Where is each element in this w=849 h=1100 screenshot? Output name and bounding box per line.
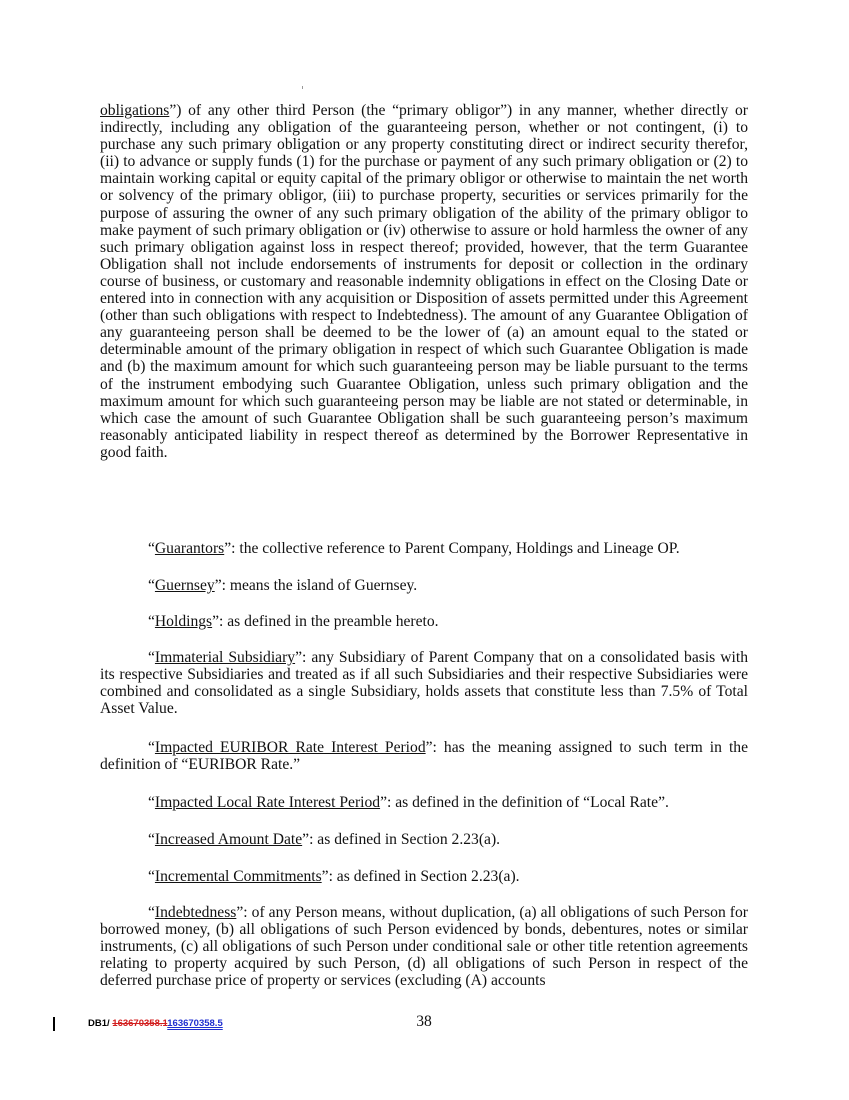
defined-term: Guarantors: [154, 540, 225, 557]
definition-text: ”: the collective reference to Parent Company, Holdings and Lineage OP.: [224, 540, 680, 557]
continuation-paragraph: [100, 102, 748, 478]
definition-holdings: [100, 613, 748, 630]
definition-incremental-commitments: [100, 868, 748, 885]
open-quote: “: [148, 613, 155, 630]
scan-mark: [302, 86, 303, 89]
defined-term: Holdings: [154, 613, 213, 630]
defined-term: Impacted EURIBOR Rate Interest Period: [154, 739, 426, 756]
definition-immaterial-subsidiary: [100, 649, 748, 717]
change-bar: [53, 1017, 55, 1031]
open-quote: “: [148, 739, 155, 756]
definition-guernsey: [100, 577, 748, 594]
inserted-ref: 163670358.5: [167, 1018, 223, 1029]
page-number: 38: [416, 1013, 432, 1030]
open-quote: “: [148, 794, 155, 811]
ref-prefix: DB1/: [88, 1018, 113, 1029]
definition-text: ”: means the island of Guernsey.: [214, 577, 418, 594]
open-quote: “: [148, 577, 155, 594]
definition-impacted-euribor: [100, 739, 748, 773]
definition-text: ”: of any Person means, without duplication, (a) all obligations of such Person for borrowed money, (b) all obligations of such Person evidenced by bonds, debentures, notes or similar instruments, (c) all obligations of such Person under conditional sale or other title retention agreements relating to property acquired by such Person, (d) all obligations of such Person in respect of the deferred purchase price of property or services (excluding (A) accounts: [100, 904, 748, 990]
document-reference: [88, 1018, 223, 1030]
definition-increased-amount-date: [100, 831, 748, 848]
defined-term: Immaterial Subsidiary: [154, 649, 296, 666]
open-quote: “: [148, 540, 155, 557]
defined-term: Increased Amount Date: [154, 831, 303, 848]
definition-text: ”: as defined in Section 2.23(a).: [321, 868, 520, 885]
definition-text: ”: as defined in the definition of “Local Rate”.: [380, 794, 669, 811]
defined-term: Indebtedness: [154, 904, 237, 921]
defined-term: obligations: [100, 102, 170, 119]
definition-text: ”: has the meaning assigned to such term in the definition of “EURIBOR Rate.”: [100, 739, 748, 774]
open-quote: “: [148, 904, 155, 921]
definition-impacted-local-rate: [100, 794, 748, 811]
definition-guarantors: [100, 540, 748, 557]
definition-indebtedness: [100, 904, 748, 989]
open-quote: “: [148, 649, 155, 666]
definition-text: ”: any Subsidiary of Parent Company that on a consolidated basis with its respective Subsidiaries and treated as if all such Subsidiaries and their respective Subsidiaries were combined and consolidated as a single Subsidiary, holds assets that constitute less than 7.5% of Total Asset Value.: [100, 649, 749, 718]
defined-term: Incremental Commitments: [154, 868, 322, 885]
defined-term: Guernsey: [154, 577, 215, 594]
definition-text: ”: as defined in Section 2.23(a).: [302, 831, 501, 848]
definition-text: ”: as defined in the preamble hereto.: [212, 613, 439, 630]
paragraph-text: ”) of any other third Person (the “primary obligor”) in any manner, whether directly or indirectly, including any obligation of the guaranteeing person, whether or not contingent, (i) to purchase any such primary obligation or any property constituting direct or indirect security therefor, (ii) to advance or supply funds (1) for the purchase or payment of any such primary obligation or (2) to maintain working capital or equity capital of the primary obligor or otherwise to maintain the net worth or solvency of the primary obligor, (iii) to purchase property, securities or services primarily for the purpose of assuring the owner of any such primary obligation of the ability of the primary obligor to make payment of such primary obligation or (iv) otherwise to assure or hold harmless the owner of any such primary obligation against loss in respect thereof; provided, however, that the term Guarantee Obligation shall not include endorsements of instruments for deposit or collection in the ordinary course of business, or customary and reasonable indemnity obligations in effect on the Closing Date or entered into in connection with any acquisition or Disposition of assets permitted under this Agreement (other than such obligations with respect to Indebtedness). The amount of any Guarantee Obligation of any guaranteeing person shall be deemed to be the lower of (a) an amount equal to the stated or determinable amount of the primary obligation in respect of which such Guarantee Obligation is made and (b) the maximum amount for which such guaranteeing person may be liable pursuant to the terms of the instrument embodying such Guarantee Obligation, unless such primary obligation and the maximum amount for which such guaranteeing person may be liable are not stated or determinable, in which case the amount of such Guarantee Obligation shall be such guaranteeing person’s maximum reasonably anticipated liability in respect thereof as determined by the Borrower Representative in good faith.: [100, 102, 748, 461]
defined-term: Impacted Local Rate Interest Period: [154, 794, 381, 811]
deleted-ref: 163670358.1: [112, 1018, 168, 1029]
open-quote: “: [148, 831, 155, 848]
open-quote: “: [148, 868, 155, 885]
